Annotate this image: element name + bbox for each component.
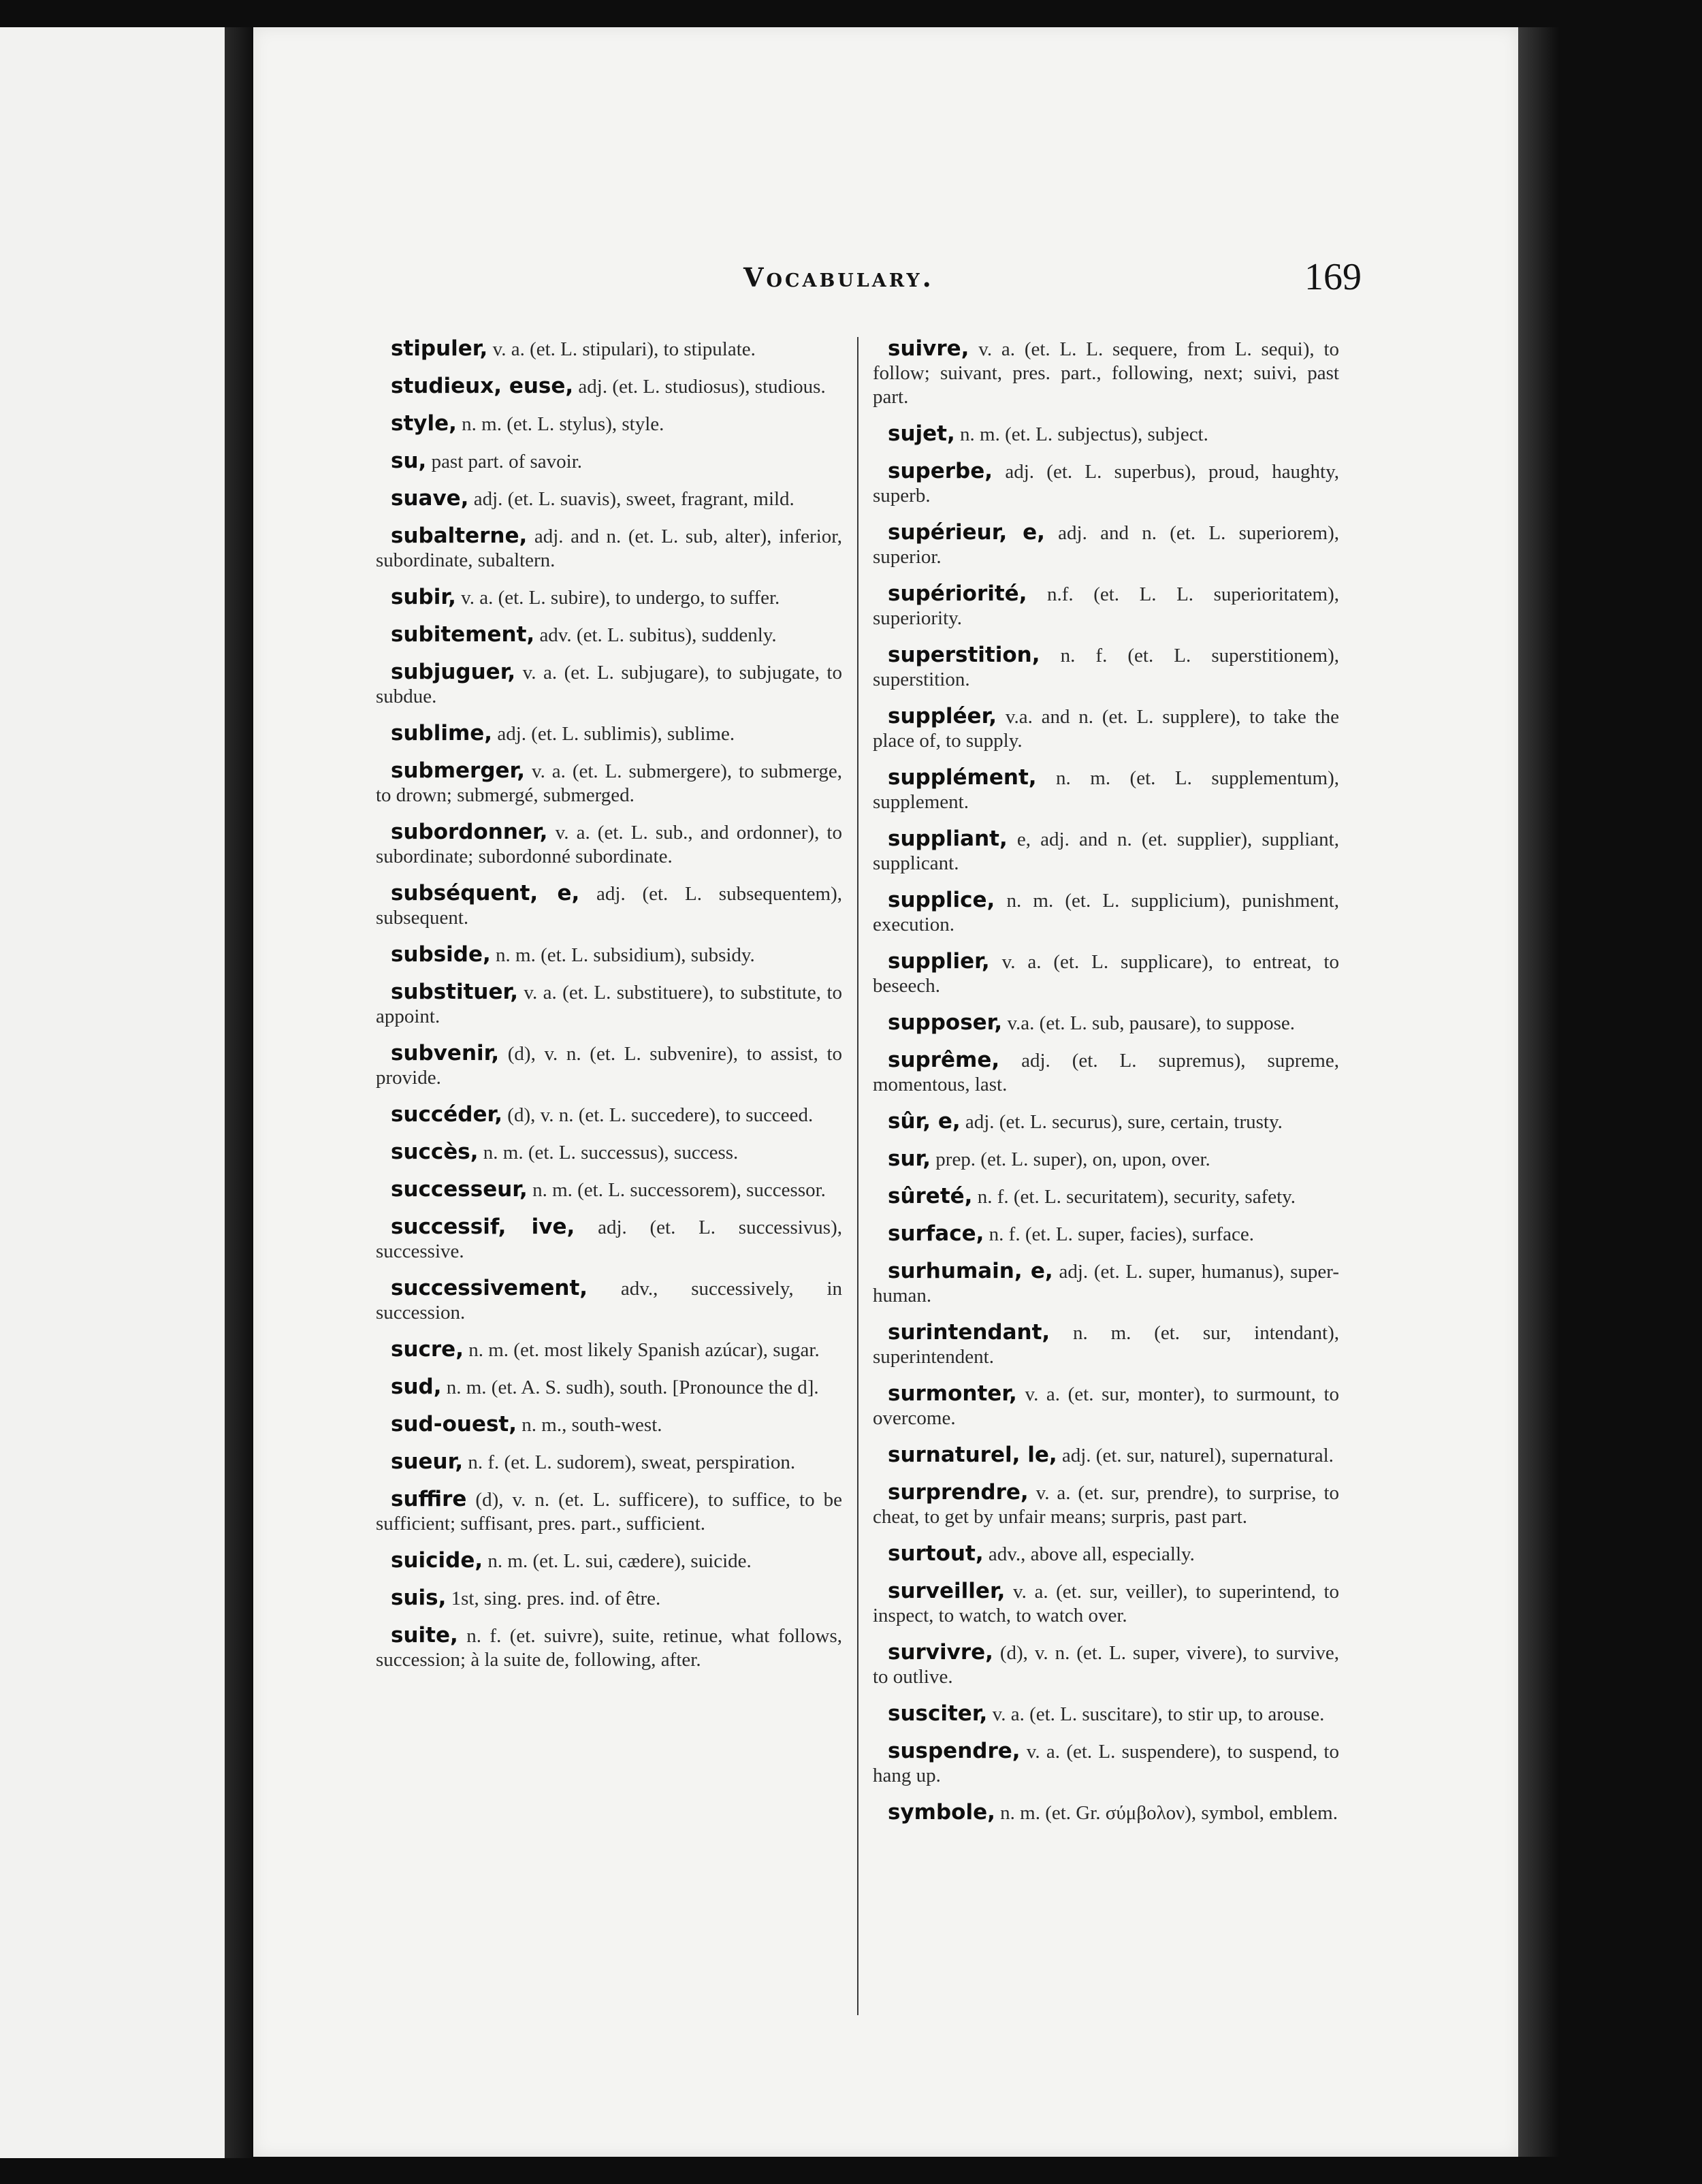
entry-definition: adj. (et. L. securus), sure, certain, trusty.	[960, 1111, 1283, 1133]
entry-headword: stipuler,	[391, 336, 488, 361]
binding-gutter	[225, 27, 252, 2158]
dictionary-entry	[873, 643, 1339, 692]
entry-definition: n. f. (et. suivre), suite, retinue, what follows, succession; à la suite de, following, after.	[376, 1625, 842, 1671]
entry-headword: suis,	[391, 1586, 447, 1610]
entry-headword: suivre,	[888, 336, 969, 361]
dictionary-entry	[873, 460, 1339, 508]
dictionary-entry	[376, 585, 842, 610]
entry-headword: surtout,	[888, 1541, 984, 1566]
entry-definition: adv., successively, in succession.	[376, 1278, 842, 1323]
entry-definition: v. a. (et. L. subire), to undergo, to suffer.	[455, 587, 780, 609]
dictionary-entry	[376, 1488, 842, 1536]
entry-headword: sur,	[888, 1146, 931, 1171]
entry-definition: v. a. (et. sur, prendre), to surprise, to cheat, to get by unfair means; surpris, past part.	[873, 1482, 1339, 1528]
entry-definition: n. m., south-west.	[517, 1414, 662, 1436]
dictionary-entry	[873, 1641, 1339, 1689]
dictionary-entry	[376, 623, 842, 647]
entry-definition: n. f. (et. L. sudorem), sweat, perspiration.	[463, 1451, 796, 1473]
entry-definition: (d), v. n. (et. L. subvenire), to assist, to provide.	[376, 1043, 842, 1089]
entry-definition: v.a. (et. L. sub, pausare), to suppose.	[1002, 1012, 1295, 1034]
dictionary-entry	[376, 1215, 842, 1264]
entry-definition: n. m. (et. L. stylus), style.	[456, 413, 664, 435]
entry-headword: sucre,	[391, 1337, 464, 1362]
entry-headword: subjuguer,	[391, 660, 516, 684]
entry-headword: substituer,	[391, 980, 519, 1004]
dictionary-entry	[376, 524, 842, 573]
dictionary-entry	[873, 1222, 1339, 1247]
entry-definition: v. a. (et. L. supplicare), to entreat, to beseech.	[873, 951, 1339, 997]
dictionary-entry	[376, 374, 842, 399]
entry-definition: n. m. (et. sur, intendant), superintendent.	[873, 1322, 1339, 1368]
dictionary-entry	[873, 1011, 1339, 1035]
entry-headword: supérieur, e,	[888, 520, 1045, 545]
dictionary-entry	[873, 521, 1339, 569]
dictionary-entry	[873, 1110, 1339, 1134]
book-page	[253, 27, 1518, 2157]
entry-definition: n. m. (et. L. successorem), successor.	[527, 1179, 826, 1201]
dictionary-entry	[873, 1542, 1339, 1567]
entry-headword: susciter,	[888, 1701, 988, 1726]
column-divider	[857, 337, 858, 2015]
entry-headword: surmonter,	[888, 1381, 1017, 1406]
dictionary-entry	[376, 1413, 842, 1437]
dictionary-entry	[873, 888, 1339, 937]
dictionary-entry	[376, 1178, 842, 1202]
entry-definition: n. f. (et. L. super, facies), surface.	[984, 1223, 1255, 1245]
entry-definition: (d), v. n. (et. L. sufficere), to suffice, to be sufficient; suffisant, pres. part., sufficient.	[376, 1489, 842, 1535]
dictionary-entry	[376, 449, 842, 474]
dictionary-entry	[873, 1702, 1339, 1727]
entry-headword: subitement,	[391, 622, 535, 647]
page-number: 169	[1304, 256, 1362, 298]
dictionary-entry	[376, 412, 842, 436]
entry-headword: suppliant,	[888, 826, 1008, 851]
dictionary-entry	[376, 980, 842, 1029]
dictionary-entry	[376, 943, 842, 967]
dictionary-entry	[873, 766, 1339, 814]
entry-headword: supplément,	[888, 765, 1037, 790]
dictionary-entry	[376, 487, 842, 511]
entry-definition: v. a. (et. L. sub., and ordonner), to subordinate; subordonné subordinate.	[376, 822, 842, 867]
entry-definition: n. m. (et. L. supplementum), supplement.	[873, 767, 1339, 813]
entry-headword: subordonner,	[391, 820, 548, 844]
dictionary-entry	[376, 1375, 842, 1400]
entry-headword: supériorité,	[888, 581, 1027, 606]
entry-headword: submerger,	[391, 758, 526, 783]
dictionary-entry	[376, 1586, 842, 1611]
entry-definition: v. a. (et. L. suspendere), to suspend, to hang up.	[873, 1741, 1339, 1786]
page-header	[253, 255, 1518, 310]
entry-headword: subvenir,	[391, 1041, 500, 1065]
entry-headword: style,	[391, 411, 457, 436]
dictionary-entry	[873, 582, 1339, 630]
dictionary-entry	[873, 1147, 1339, 1172]
dictionary-entry	[873, 1443, 1339, 1468]
entry-definition: past part. of savoir.	[426, 451, 583, 472]
dictionary-entry	[873, 827, 1339, 876]
entry-headword: suicide,	[391, 1548, 483, 1573]
entry-definition: v. a. (et. sur, monter), to surmount, to overcome.	[873, 1383, 1339, 1429]
entry-definition: v. a. (et. L. substituere), to substitute, to appoint.	[376, 982, 842, 1027]
entry-definition: v. a. (et. L. stipulari), to stipulate.	[487, 338, 756, 360]
dictionary-entry	[376, 722, 842, 746]
entry-definition: 1st, sing. pres. ind. of être.	[446, 1588, 661, 1609]
entry-headword: succéder,	[391, 1102, 503, 1127]
entry-headword: suprême,	[888, 1048, 1000, 1072]
entry-headword: supplice,	[888, 888, 995, 912]
entry-headword: suffire	[391, 1487, 467, 1511]
entry-headword: sujet,	[888, 421, 955, 446]
dictionary-entry	[873, 1579, 1339, 1628]
dictionary-entry	[873, 1739, 1339, 1788]
entry-definition: adj. (et. L. studiosus), studious.	[573, 376, 826, 398]
entry-definition: v. a. (et. L. suscitare), to stir up, to arouse.	[987, 1703, 1325, 1725]
dictionary-entry	[376, 1103, 842, 1127]
facing-page-edge	[0, 27, 225, 2158]
entry-definition: adj. (et. L. supremus), supreme, momentous, last.	[873, 1050, 1339, 1095]
entry-headword: studieux, euse,	[391, 374, 574, 398]
entry-definition: n. m. (et. Gr. σύμβολον), symbol, emblem.	[995, 1802, 1338, 1824]
dictionary-entry	[376, 1276, 842, 1325]
entry-headword: su,	[391, 449, 427, 473]
entry-definition: (d), v. n. (et. L. super, vivere), to survive, to outlive.	[873, 1642, 1339, 1688]
entry-headword: subalterne,	[391, 524, 528, 548]
entry-headword: surnaturel, le,	[888, 1443, 1057, 1467]
entry-headword: surhumain, e,	[888, 1259, 1053, 1283]
left-column	[376, 337, 842, 1685]
entry-headword: sûreté,	[888, 1184, 973, 1208]
entry-definition: adj. (et. L. superbus), proud, haughty, superb.	[873, 461, 1339, 507]
entry-definition: v. a. (et. L. L. sequere, from L. sequi), to follow; suivant, pres. part., following, next; suivi, past part.	[873, 338, 1339, 408]
dictionary-entry	[376, 1624, 842, 1672]
entry-definition: n. m. (et. L. subsidium), subsidy.	[490, 944, 755, 966]
entry-headword: subside,	[391, 942, 491, 967]
dictionary-entry	[376, 660, 842, 709]
entry-definition: v. a. (et. L. submergere), to submerge, to drown; submergé, submerged.	[376, 760, 842, 806]
entry-definition: n. f. (et. L. securitatem), security, safety.	[972, 1186, 1296, 1208]
dictionary-entry	[376, 820, 842, 869]
entry-headword: sublime,	[391, 721, 493, 745]
dictionary-entry	[376, 1042, 842, 1090]
entry-headword: superstition,	[888, 643, 1040, 667]
entry-definition: adj. and n. (et. L. superiorem), superior.	[873, 522, 1339, 568]
entry-definition: adv. (et. L. subitus), suddenly.	[534, 624, 777, 646]
right-column	[873, 337, 1339, 1838]
dictionary-entry	[376, 1140, 842, 1165]
entry-definition: e, adj. and n. (et. supplier), suppliant, supplicant.	[873, 829, 1339, 874]
entry-definition: adv., above all, especially.	[983, 1543, 1195, 1565]
dictionary-entry	[376, 1549, 842, 1573]
entry-definition: (d), v. n. (et. L. succedere), to succeed.	[502, 1104, 814, 1126]
entry-headword: subséquent, e,	[391, 881, 580, 905]
entry-definition: n. f. (et. L. superstitionem), superstition.	[873, 645, 1339, 690]
entry-definition: adj. (et. L. successivus), successive.	[376, 1217, 843, 1262]
entry-definition: adj. and n. (et. L. sub, alter), inferior, subordinate, subaltern.	[376, 526, 842, 571]
entry-headword: superbe,	[888, 459, 993, 483]
entry-headword: succès,	[391, 1140, 479, 1164]
page-edge-shadow	[1518, 27, 1559, 2157]
entry-definition: adj. (et. L. sublimis), sublime.	[492, 723, 735, 745]
entry-headword: successivement,	[391, 1276, 588, 1300]
entry-headword: sûr, e,	[888, 1109, 961, 1134]
entry-definition: adj. (et. L. super, humanus), super-human.	[873, 1261, 1339, 1306]
entry-headword: suite,	[391, 1623, 458, 1648]
dictionary-entry	[873, 1801, 1339, 1825]
entry-headword: successif, ive,	[391, 1215, 575, 1239]
dictionary-entry	[873, 1048, 1339, 1097]
dictionary-entry	[376, 1450, 842, 1475]
dictionary-entry	[873, 1481, 1339, 1529]
entry-definition: prep. (et. L. super), on, upon, over.	[931, 1149, 1210, 1170]
dictionary-entry	[873, 705, 1339, 753]
entry-definition: n. m. (et. L. subjectus), subject.	[954, 423, 1208, 445]
dictionary-entry	[376, 882, 842, 930]
entry-headword: sud,	[391, 1375, 442, 1399]
dictionary-entry	[873, 1382, 1339, 1430]
dictionary-entry	[873, 337, 1339, 409]
entry-headword: suave,	[391, 486, 469, 511]
entry-definition: v. a. (et. sur, veiller), to superintend, to inspect, to watch, to watch over.	[873, 1581, 1339, 1626]
entry-definition: n.f. (et. L. L. superioritatem), superiority.	[873, 583, 1339, 629]
entry-headword: supposer,	[888, 1010, 1003, 1035]
dictionary-entry	[873, 422, 1339, 447]
entry-headword: successeur,	[391, 1177, 528, 1202]
entry-headword: suspendre,	[888, 1739, 1021, 1763]
entry-definition: n. m. (et. L. supplicium), punishment, execution.	[873, 890, 1339, 935]
entry-headword: suppléer,	[888, 704, 997, 728]
entry-headword: surprendre,	[888, 1480, 1029, 1505]
entry-definition: n. m. (et. L. sui, cædere), suicide.	[483, 1550, 752, 1572]
entry-headword: survivre,	[888, 1640, 993, 1665]
entry-headword: sueur,	[391, 1449, 464, 1474]
entry-definition: adj. (et. L. subsequentem), subsequent.	[376, 883, 842, 929]
entry-headword: surintendant,	[888, 1320, 1050, 1345]
entry-headword: subir,	[391, 585, 456, 609]
entry-definition: v. a. (et. L. subjugare), to subjugate, to subdue.	[376, 662, 842, 707]
entry-definition: adj. (et. L. suavis), sweet, fragrant, mild.	[468, 488, 794, 510]
entry-definition: v.a. and n. (et. L. supplere), to take the place of, to supply.	[873, 706, 1339, 752]
dictionary-entry	[376, 337, 842, 362]
dictionary-entry	[376, 759, 842, 807]
dictionary-entry	[873, 950, 1339, 998]
entry-definition: n. m. (et. L. successus), success.	[478, 1142, 739, 1163]
entry-headword: surface,	[888, 1221, 984, 1246]
dictionary-entry	[873, 1321, 1339, 1369]
running-title: Vocabulary.	[743, 262, 934, 293]
dictionary-entry	[873, 1185, 1339, 1209]
entry-definition: n. m. (et. A. S. sudh), south. [Pronounce the d].	[441, 1377, 819, 1398]
entry-headword: sud-ouest,	[391, 1412, 517, 1436]
entry-headword: surveiller,	[888, 1579, 1006, 1603]
dictionary-entry	[873, 1259, 1339, 1308]
entry-definition: adj. (et. sur, naturel), supernatural.	[1057, 1445, 1334, 1466]
entry-headword: symbole,	[888, 1800, 995, 1825]
entry-definition: n. m. (et. most likely Spanish azúcar), sugar.	[464, 1339, 820, 1361]
dictionary-entry	[376, 1338, 842, 1362]
entry-headword: supplier,	[888, 949, 990, 974]
